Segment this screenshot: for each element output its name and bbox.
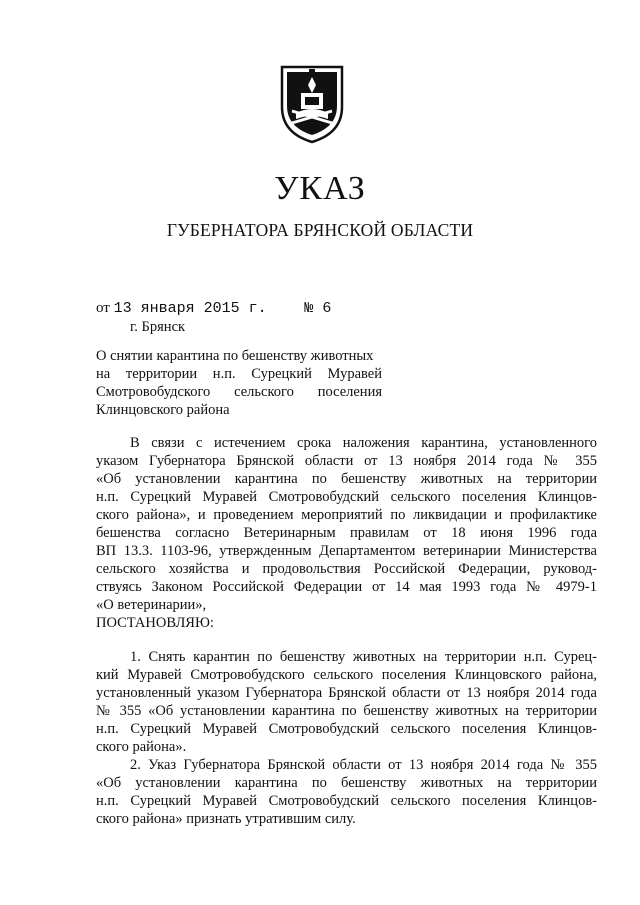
heading-line: О снятии карантина по бешенству животных bbox=[96, 348, 374, 364]
preamble-line: ствуясь Законом Российской Федерации от 14 мая 1993 года № 4979-1 bbox=[96, 579, 597, 595]
item-2-paragraph bbox=[96, 756, 597, 828]
date-line bbox=[96, 300, 331, 317]
document-heading bbox=[96, 347, 382, 419]
preamble-line: «О ветеринарии», bbox=[96, 597, 207, 613]
coat-of-arms-emblem bbox=[276, 63, 348, 145]
date-prefix: от bbox=[96, 300, 110, 316]
document-subtitle: ГУБЕРНАТОРА БРЯНСКОЙ ОБЛАСТИ bbox=[166, 220, 474, 240]
item-2-line: «Об установлении карантина по бешенству животных на территории bbox=[96, 775, 597, 791]
preamble-line: ВП 13.3. 1103-96, утвержденным Департаментом ветеринарии Министерства bbox=[96, 543, 597, 559]
preamble-line: н.п. Сурецкий Муравей Смотровобудский сельского поселения Клинцов- bbox=[96, 489, 597, 505]
document-title: УКАЗ bbox=[274, 170, 366, 207]
item-2-line: н.п. Сурецкий Муравей Смотровобудский сельского поселения Клинцов- bbox=[96, 793, 597, 809]
document-number: № 6 bbox=[304, 300, 332, 317]
item-1-line: 1. Снять карантин по бешенству животных на территории н.п. Сурец- bbox=[130, 649, 597, 665]
heading-line: Смотровобудского сельского поселения bbox=[96, 384, 382, 400]
item-1-line: н.п. Сурецкий Муравей Смотровобудский сельского поселения Клинцов- bbox=[96, 721, 597, 737]
item-1-line: ского района». bbox=[96, 739, 187, 755]
item-1-line: кий Муравей Смотровобудского сельского поселения Клинцовского района, bbox=[96, 667, 597, 683]
document-body bbox=[96, 434, 597, 828]
preamble-line: бешенства согласно Ветеринарным правилам от 18 июня 1996 года bbox=[96, 525, 597, 541]
heading-line: Клинцовского района bbox=[96, 402, 230, 418]
document-place: г. Брянск bbox=[130, 319, 186, 335]
preamble-line: В связи с истечением срока наложения карантина, установленного bbox=[130, 435, 597, 451]
decree-word: ПОСТАНОВЛЯЮ: bbox=[96, 615, 214, 631]
item-1-paragraph bbox=[96, 648, 597, 756]
item-1-line: установленный указом Губернатора Брянской области от 13 ноября 2014 года bbox=[96, 685, 597, 701]
paragraph-gap bbox=[96, 632, 597, 648]
preamble-line: ского района», и проведением мероприятий по ликвидации и профилактике bbox=[96, 507, 597, 523]
date-value: 13 января 2015 г. bbox=[113, 300, 267, 317]
item-2-line: ского района» признать утратившим силу. bbox=[96, 811, 356, 827]
item-2-line: 2. Указ Губернатора Брянской области от 13 ноября 2014 года № 355 bbox=[130, 757, 597, 773]
heading-line: на территории н.п. Сурецкий Муравей bbox=[96, 366, 382, 382]
preamble-line: сельского хозяйства и продовольствия Российской Федерации, руковод- bbox=[96, 561, 597, 577]
preamble-paragraph bbox=[96, 434, 597, 614]
preamble-line: указом Губернатора Брянской области от 13 ноября 2014 года № 355 bbox=[96, 453, 597, 469]
preamble-line: «Об установлении карантина по бешенству животных на территории bbox=[96, 471, 597, 487]
item-1-line: № 355 «Об установлении карантина по бешенству животных на территории bbox=[96, 703, 597, 719]
